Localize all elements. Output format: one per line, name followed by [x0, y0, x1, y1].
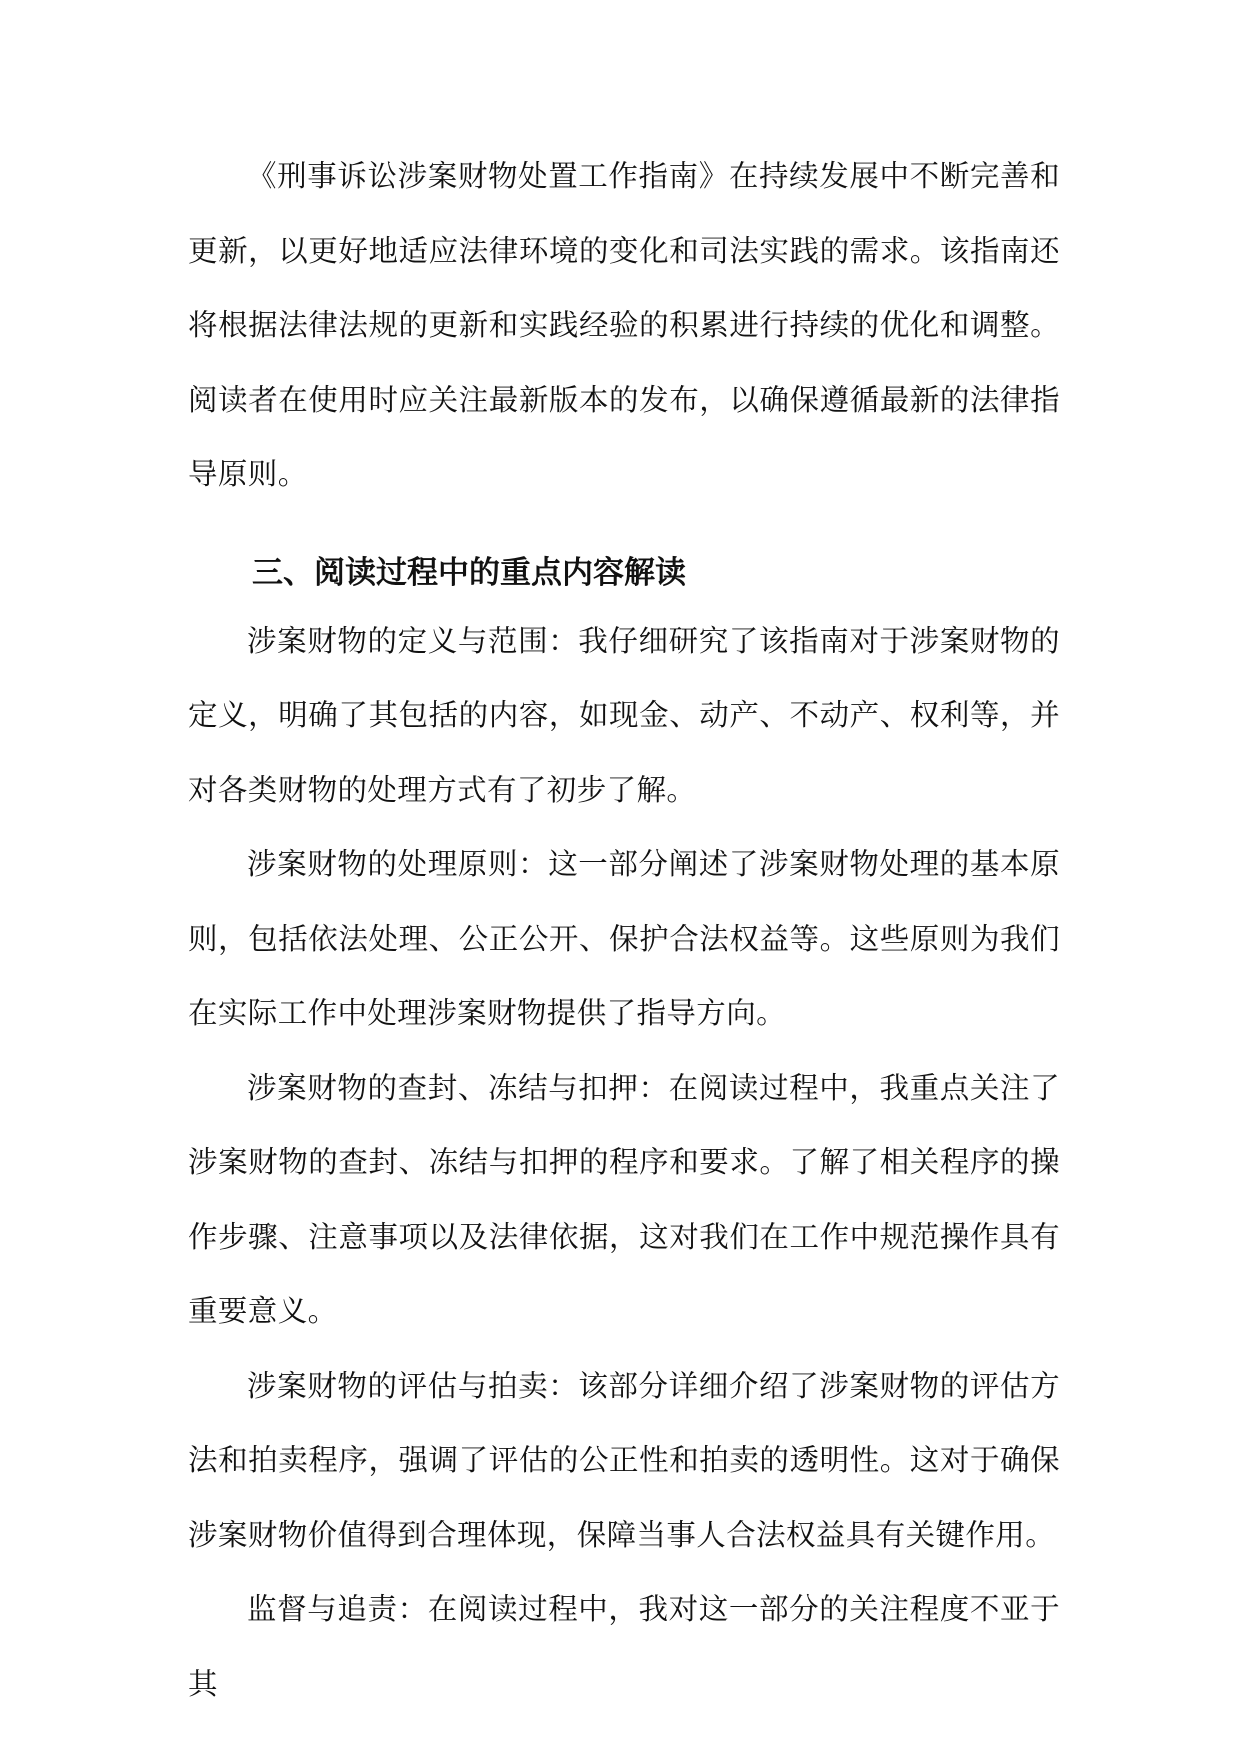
intro-paragraph: 《刑事诉讼涉案财物处置工作指南》在持续发展中不断完善和更新，以更好地适应法律环境的变化和司法实践的需求。该指南还将根据法律法规的更新和实践经验的积累进行持续的优化和调整。阅读者在使用时应关注最新版本的发布，以确保遵循最新的法律指导原则。 — [188, 159, 1060, 491]
paragraph-handling-principles: 涉案财物的处理原则：这一部分阐述了涉案财物处理的基本原则，包括依法处理、公正公开、保护合法权益等。这些原则为我们在实际工作中处理涉案财物提供了指导方向。 — [188, 847, 1060, 1030]
paragraph-appraisal-auction: 涉案财物的评估与拍卖：该部分详细介绍了涉案财物的评估方法和拍卖程序，强调了评估的公正性和拍卖的透明性。这对于确保涉案财物价值得到合理体现，保障当事人合法权益具有关键作用。 — [188, 1368, 1060, 1552]
paragraph-definition-scope: 涉案财物的定义与范围：我仔细研究了该指南对于涉案财物的定义，明确了其包括的内容，如现金、动产、不动产、权利等，并对各类财物的处理方式有了初步了解。 — [188, 623, 1060, 807]
paragraph-supervision: 监督与追责：在阅读过程中，我对这一部分的关注程度不亚于其 — [188, 1592, 1060, 1701]
spacer — [188, 512, 1060, 529]
paragraph-seizure-freeze: 涉案财物的查封、冻结与扣押：在阅读过程中，我重点关注了涉案财物的查封、冻结与扣押的程序和要求。了解了相关程序的操作步骤、注意事项以及法律依据，这对我们在工作中规范操作具有重要意义。 — [188, 1070, 1060, 1328]
document-body — [188, 139, 1060, 1721]
section-heading: 三、阅读过程中的重点内容解读 — [252, 554, 686, 591]
